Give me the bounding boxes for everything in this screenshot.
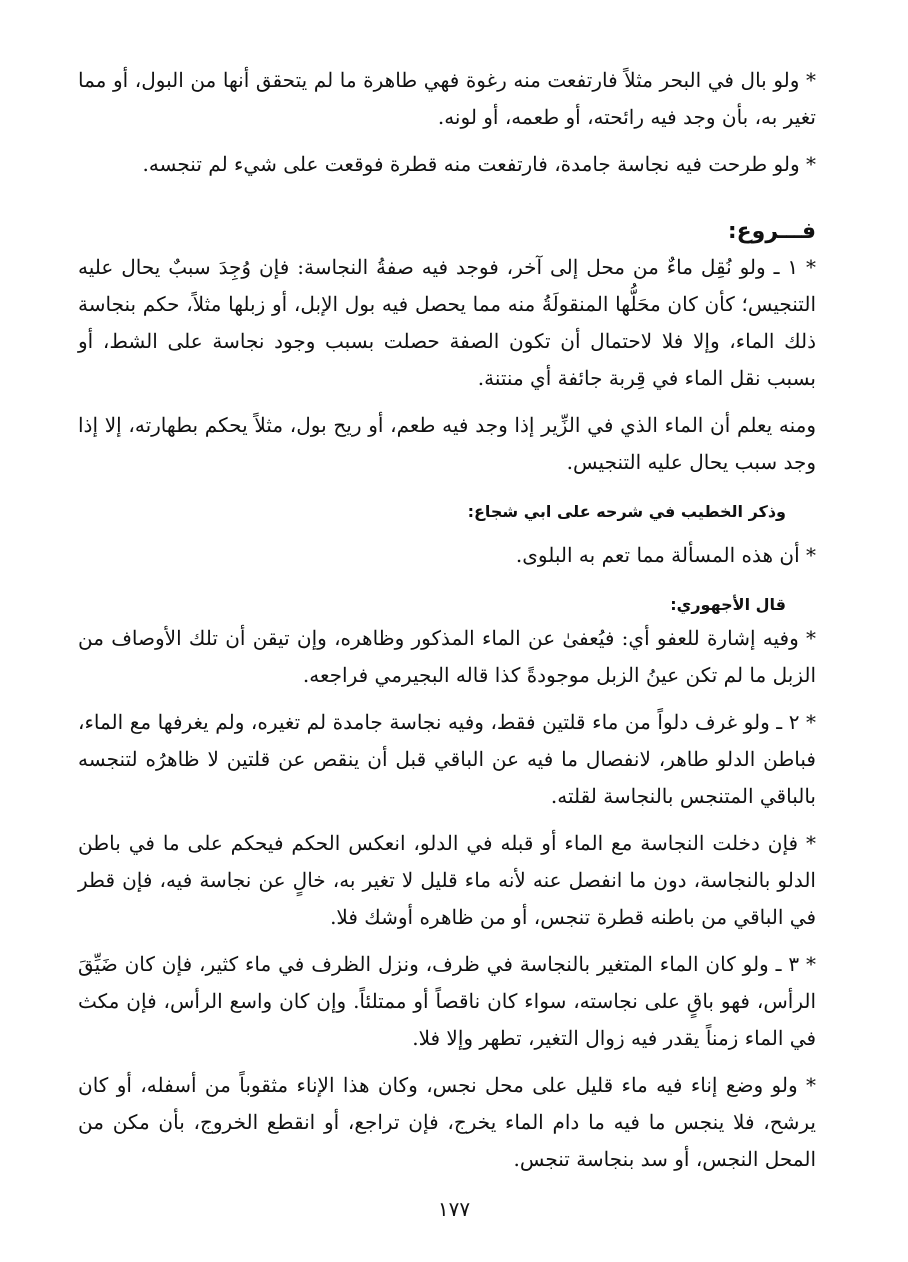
paragraph-common-affliction: * أن هذه المسألة مما تعم به البلوى.: [515, 543, 816, 567]
page-number: ١٧٧: [437, 1197, 471, 1221]
paragraph-solid-impurity: * ولو طرحت فيه نجاسة جامدة، فارتفعت منه قطرة فوقعت على شيء لم تنجسه.: [142, 152, 816, 176]
paragraph-bucket-reversal: * فإن دخلت النجاسة مع الماء أو قبله في الدلو، انعكس الحكم فيحكم على ما في باطن الدلو بالنجاسة، دون ما انفصل عنه لأنه ماء قليل لا تغير به، خالٍ عن نجاسة فيه، فإن قطر في الباقي من باطنه قطرة تنجس، أو من ظاهره أوشك فلا.: [78, 831, 816, 929]
paragraph-branch-1: * ١ ـ ولو نُقِل ماءٌ من محل إلى آخر، فوجد فيه صفةُ النجاسة: فإن وُجِدَ سببٌ يحال عليه التنجيس؛ كأن كان محَلُّها المنقولَةُ منه مما يحصل فيه بول الإبل، أو زبلها مثلاً، حكم بنجاسة ذلك الماء، وإلا فلا لاحتمال أن تكون الصفة حصلت بسبب وجود نجاسة على الشط، أو بسبب نقل الماء في قِربة جائفة أي منتنة.: [78, 255, 816, 390]
paragraph-branch-3: * ٣ ـ ولو كان الماء المتغير بالنجاسة في ظرف، ونزل الظرف في ماء كثير، فإن كان ضَيِّقَ الرأس، فهو باقٍ على نجاسته، سواء كان ناقصاً أو ممتلئاً. وإن كان واسع الرأس، فإن مكث في الماء زمناً يقدر فيه زوال التغير، تطهر وإلا فلا.: [78, 952, 817, 1050]
page-body: [78, 62, 816, 1178]
paragraph-pardon: * وفيه إشارة للعفو أي: فيُعفىٰ عن الماء المذكور وظاهره، وإن تيقن أن تلك الأوصاف من الزبل ما لم تكن عينُ الزبل موجودةً كذا قاله البجيرمي فراجعه.: [78, 626, 817, 687]
paragraph-perforated-vessel: * ولو وضع إناء فيه ماء قليل على محل نجس، وكان هذا الإناء مثقوباً من أسفله، أو كان يرشح، فلا ينجس ما فيه ما دام الماء يخرج، فإن تراجع، أو انقطع الخروج، بأن مكن من المحل النجس، أو سد بنجاسة تنجس.: [78, 1073, 817, 1171]
subheading-khatib: وذكر الخطيب في شرحه على ابي شجاع:: [467, 502, 786, 521]
section-heading-furu: فـــروع:: [727, 219, 816, 244]
subheading-ajhuri: قال الأجهوري:: [670, 595, 786, 614]
paragraph-branch-2: * ٢ ـ ولو غرف دلواً من ماء قلتين فقط، وفيه نجاسة جامدة لم تغيره، ولم يغرفها مع الماء، فباطن الدلو طاهر، لانفصال ما فيه عن الباقي قبل أن ينقص عن قلتين لا ظاهرُه لتنجسه بالباقي المتنجس بالنجاسة لقلته.: [78, 710, 817, 808]
paragraph-jar-water: ومنه يعلم أن الماء الذي في الزِّير إذا وجد فيه طعم، أو ريح بول، مثلاً يحكم بطهارته، إلا إذا وجد سبب يحال عليه التنجيس.: [78, 413, 816, 474]
paragraph-sea-foam: * ولو بال في البحر مثلاً فارتفعت منه رغوة فهي طاهرة ما لم يتحقق أنها من البول، أو مما تغير به، بأن وجد فيه رائحته، أو طعمه، أو لونه.: [78, 68, 816, 129]
